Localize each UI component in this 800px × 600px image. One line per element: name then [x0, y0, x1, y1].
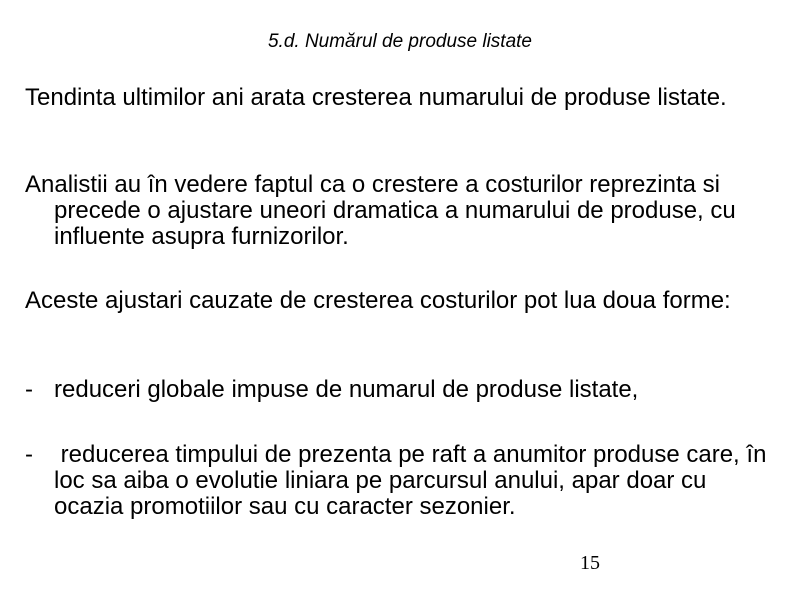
bullet-text: reducerea timpului de prezenta pe raft a anumitor produse care, în loc sa aiba o evolutie liniara pe parcursul anului, apar doar cu ocazia promotiilor sau cu caracter sezonier.	[54, 441, 774, 520]
bullet-dash: -	[25, 441, 33, 468]
bullet-dash: -	[25, 376, 33, 403]
list-item	[25, 442, 775, 520]
bullet-text: reduceri globale impuse de numarul de produse listate,	[54, 376, 639, 403]
page-number: 15	[580, 552, 600, 574]
paragraph-analysts: Analistii au în vedere faptul ca o crestere a costurilor reprezinta si precede o ajustare uneori dramatica a numarului de produse, cu influente asupra furnizorilor.	[25, 171, 736, 250]
slide-title: 5.d. Numărul de produse listate	[267, 31, 533, 52]
paragraph-trend: Tendinta ultimilor ani arata cresterea numarului de produse listate.	[25, 84, 727, 111]
list-item	[25, 377, 775, 403]
paragraph-adjustments: Aceste ajustari cauzate de cresterea costurilor pot lua doua forme:	[25, 287, 731, 314]
